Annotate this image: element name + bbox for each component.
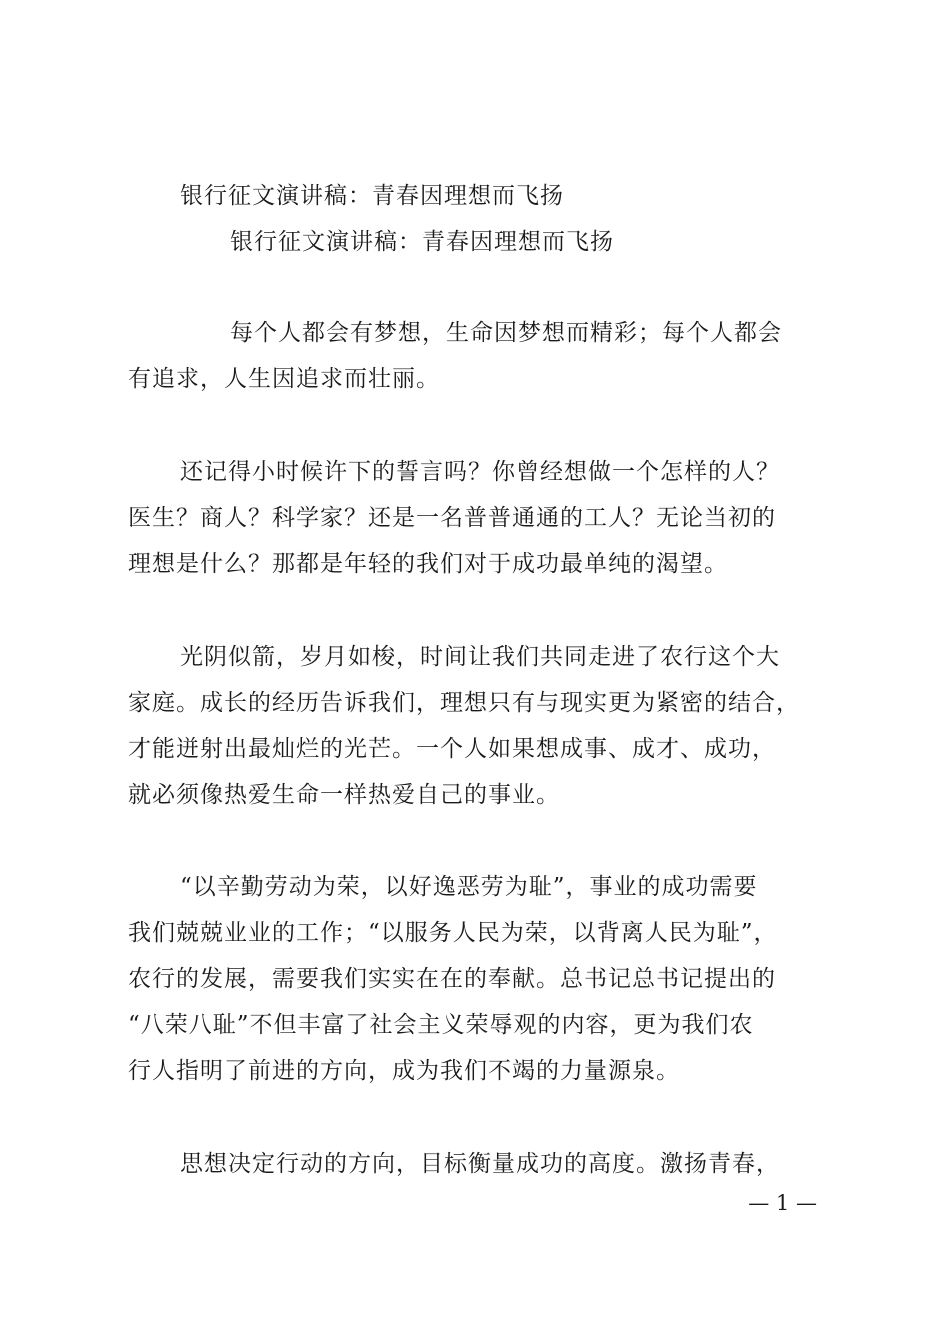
paragraph-line: 行人指明了前进的方向，成为我们不竭的力量源泉。 (128, 1058, 680, 1084)
paragraph-line: 光阴似箭，岁月如梭，时间让我们共同走进了农行这个大 (180, 644, 780, 670)
paragraph-3 (128, 634, 828, 818)
paragraph-line: 还记得小时候许下的誓言吗？你曾经想做一个怎样的人？ (180, 459, 780, 485)
paragraph-line: 家庭。成长的经历告诉我们，理想只有与现实更为紧密的结合， (128, 690, 800, 716)
page-number: — 1 — (748, 1191, 817, 1215)
paragraph-1 (128, 310, 828, 402)
paragraph-line: 才能迸射出最灿烂的光芒。一个人如果想成事、成才、成功， (128, 736, 776, 762)
paragraph-line: 医生？商人？科学家？还是一名普普通通的工人？无论当初的 (128, 505, 776, 531)
paragraph-line: 思想决定行动的方向，目标衡量成功的高度。激扬青春， (180, 1151, 780, 1177)
paragraph-line: 有追求，人生因追求而壮丽。 (128, 366, 440, 392)
paragraph-5 (128, 1141, 828, 1187)
document-subtitle: 银行征文演讲稿：青春因理想而飞扬 (230, 229, 614, 255)
paragraph-line: “以辛勤劳动为荣，以好逸恶劳为耻”，事业的成功需要 (180, 874, 758, 900)
paragraph-line: 理想是什么？那都是年轻的我们对于成功最单纯的渴望。 (128, 551, 728, 577)
paragraph-2 (128, 449, 828, 587)
paragraph-line: 我们兢兢业业的工作；“以服务人民为荣，以背离人民为耻”， (128, 920, 778, 946)
document-title: 银行征文演讲稿：青春因理想而飞扬 (180, 183, 564, 209)
paragraph-line: “八荣八耻”不但丰富了社会主义荣辱观的内容，更为我们农 (128, 1012, 754, 1038)
paragraph-line: 每个人都会有梦想，生命因梦想而精彩；每个人都会 (230, 320, 782, 346)
paragraph-4 (128, 864, 828, 1094)
paragraph-line: 就必须像热爱生命一样热爱自己的事业。 (128, 782, 560, 808)
paragraph-line: 农行的发展，需要我们实实在在的奉献。总书记总书记提出的 (128, 966, 776, 992)
